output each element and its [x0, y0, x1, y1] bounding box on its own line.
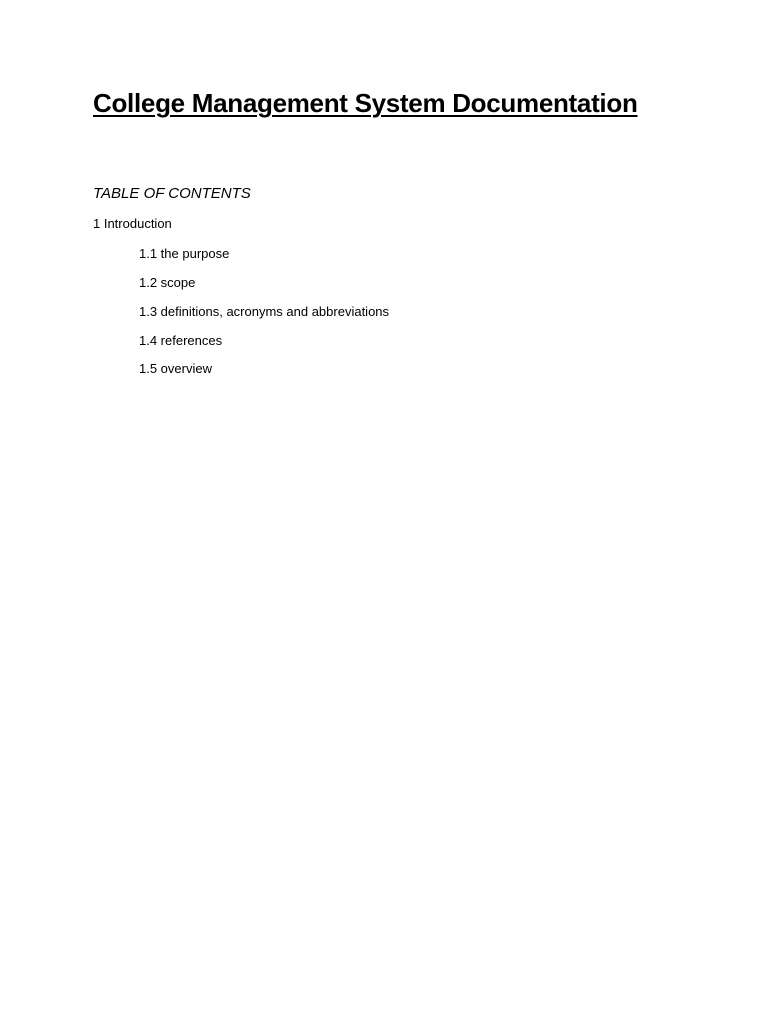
toc-item-references: 1.4 references: [139, 333, 223, 348]
toc-heading: TABLE OF CONTENTS: [93, 185, 251, 202]
toc-item-scope: 1.2 scope: [139, 275, 196, 290]
toc-item-definitions: 1.3 definitions, acronyms and abbreviations: [139, 304, 390, 319]
toc-item-overview: 1.5 overview: [139, 361, 212, 376]
toc-item-purpose: 1.1 the purpose: [139, 246, 230, 261]
document-title: College Management System Documentation: [93, 88, 638, 118]
toc-section-introduction: 1 Introduction: [93, 216, 172, 231]
